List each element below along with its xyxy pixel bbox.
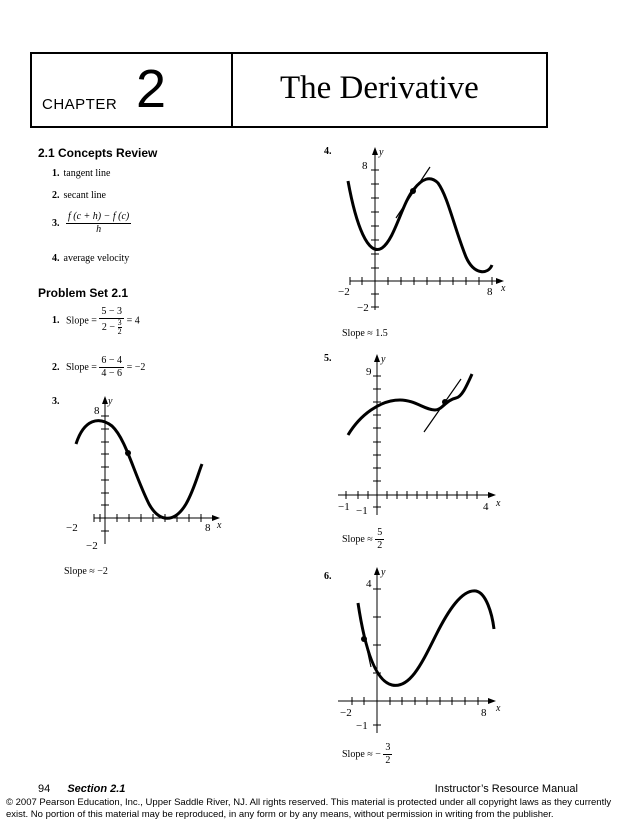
y-top-label: 8 (362, 160, 368, 172)
x-axis-label: x (501, 283, 506, 294)
concept-item-1 (52, 168, 110, 179)
x-right-label: 4 (483, 501, 489, 513)
y-axis-arrow (372, 147, 378, 155)
problem-set-heading: Problem Set 2.1 (38, 286, 129, 300)
denominator-prefix: 2 − (101, 321, 116, 333)
x-axis-label: x (217, 520, 222, 531)
x-left-label: −2 (340, 707, 352, 719)
tangent-line (360, 617, 371, 667)
graph-problem-3 (64, 394, 234, 556)
concept-item-4 (52, 253, 129, 264)
fraction-numerator: 5 (377, 527, 383, 538)
x-left-label: −1 (338, 501, 350, 513)
x-left-label: −2 (338, 286, 350, 298)
curve (348, 179, 492, 272)
slope-prefix: Slope ≈ − (342, 748, 381, 760)
point-of-tangency (442, 399, 448, 405)
curve (358, 591, 494, 686)
slope-prefix: Slope = (66, 361, 97, 373)
page-footer-left (38, 783, 125, 795)
y-axis-label: y (108, 396, 113, 407)
chapter-title: The Derivative (280, 70, 479, 106)
fraction-denominator: 2 (377, 540, 383, 551)
header-divider (231, 54, 233, 126)
x-axis-arrow (488, 698, 496, 704)
problem-6-slope (342, 742, 392, 767)
fraction-numerator: 5 − 3 (101, 306, 123, 317)
graph-problem-4 (330, 145, 515, 320)
concept-item-2 (52, 190, 106, 201)
item-number: 4. (52, 253, 60, 264)
y-bottom-label: −1 (356, 505, 368, 517)
x-axis-label: x (496, 498, 501, 509)
curve (76, 421, 202, 519)
item-text: average velocity (63, 253, 130, 264)
slope-result: = −2 (126, 361, 146, 373)
y-top-label: 9 (366, 366, 372, 378)
x-axis-arrow (488, 492, 496, 498)
slope-prefix: Slope ≈ (342, 533, 373, 545)
y-bottom-label: −2 (357, 302, 369, 314)
manual-label: Instructor’s Resource Manual (434, 783, 578, 795)
problem-number: 1. (52, 315, 60, 327)
problem-number: 5. (324, 353, 332, 364)
y-top-label: 4 (366, 578, 372, 590)
problem-number: 2. (52, 361, 60, 373)
small-numerator: 3 (117, 318, 122, 327)
problem-number: 4. (324, 146, 332, 157)
slope-fraction (375, 527, 384, 552)
concept-item-3 (52, 211, 131, 236)
difference-quotient (66, 211, 131, 236)
concepts-review-heading: 2.1 Concepts Review (38, 146, 158, 160)
problem-3-slope: Slope ≈ −2 (64, 566, 108, 577)
x-axis-label: x (496, 703, 501, 714)
problem-number: 6. (324, 571, 332, 582)
slope-result: = 4 (126, 315, 140, 327)
y-axis-label: y (381, 567, 386, 578)
x-left-label: −2 (66, 522, 78, 534)
y-top-label: 8 (94, 405, 100, 417)
curve (348, 374, 472, 435)
slope-prefix: Slope = (66, 315, 97, 327)
y-bottom-label: −1 (356, 720, 368, 732)
slope-fraction (99, 306, 124, 336)
x-right-label: 8 (481, 707, 487, 719)
point-of-tangency (125, 450, 131, 456)
point-of-tangency (361, 636, 367, 642)
item-number: 2. (52, 190, 60, 201)
chapter-header (30, 52, 548, 128)
section-label: Section 2.1 (67, 783, 126, 795)
fraction-numerator: 6 − 4 (101, 355, 123, 366)
fraction-numerator: f (c + h) − f (c) (68, 211, 130, 222)
point-of-tangency (410, 188, 416, 194)
item-text: tangent line (63, 168, 111, 179)
problem-number: 3. (52, 396, 60, 407)
small-fraction (118, 319, 122, 336)
chapter-label: CHAPTER (42, 96, 118, 113)
problem-4-slope: Slope ≈ 1.5 (342, 328, 388, 339)
slope-fraction (383, 742, 392, 767)
x-right-label: 8 (487, 286, 493, 298)
y-axis-label: y (379, 147, 384, 158)
tangent-line (424, 379, 461, 432)
chapter-number: 2 (136, 59, 167, 119)
y-axis-arrow (374, 567, 380, 575)
copyright-notice: © 2007 Pearson Education, Inc., Upper Saddle River, NJ. All rights reserved. This material is protected under all copyright laws as they currently exist. No portion of this material may be reproduced, in any form or by any means, without permission in writing from the publisher. (6, 797, 612, 820)
fraction-denominator: h (96, 224, 102, 235)
graph-problem-5 (330, 350, 510, 520)
problem-1 (52, 306, 140, 336)
problem-2 (52, 355, 145, 380)
fraction-denominator: 2 (385, 755, 391, 766)
page-number: 94 (38, 783, 51, 795)
small-denominator: 2 (117, 327, 122, 336)
item-text: secant line (63, 190, 106, 201)
graph-problem-6 (330, 563, 510, 743)
fraction-denominator (99, 319, 124, 336)
item-number: 3. (52, 217, 60, 229)
item-number: 1. (52, 168, 60, 179)
y-bottom-label: −2 (86, 540, 98, 552)
y-axis-arrow (374, 354, 380, 362)
fraction-denominator: 4 − 6 (101, 368, 123, 379)
problem-3 (52, 396, 64, 407)
fraction-numerator: 3 (385, 742, 391, 753)
problem-5-slope (342, 527, 384, 552)
x-right-label: 8 (205, 522, 211, 534)
slope-fraction (99, 355, 124, 380)
y-axis-label: y (381, 354, 386, 365)
